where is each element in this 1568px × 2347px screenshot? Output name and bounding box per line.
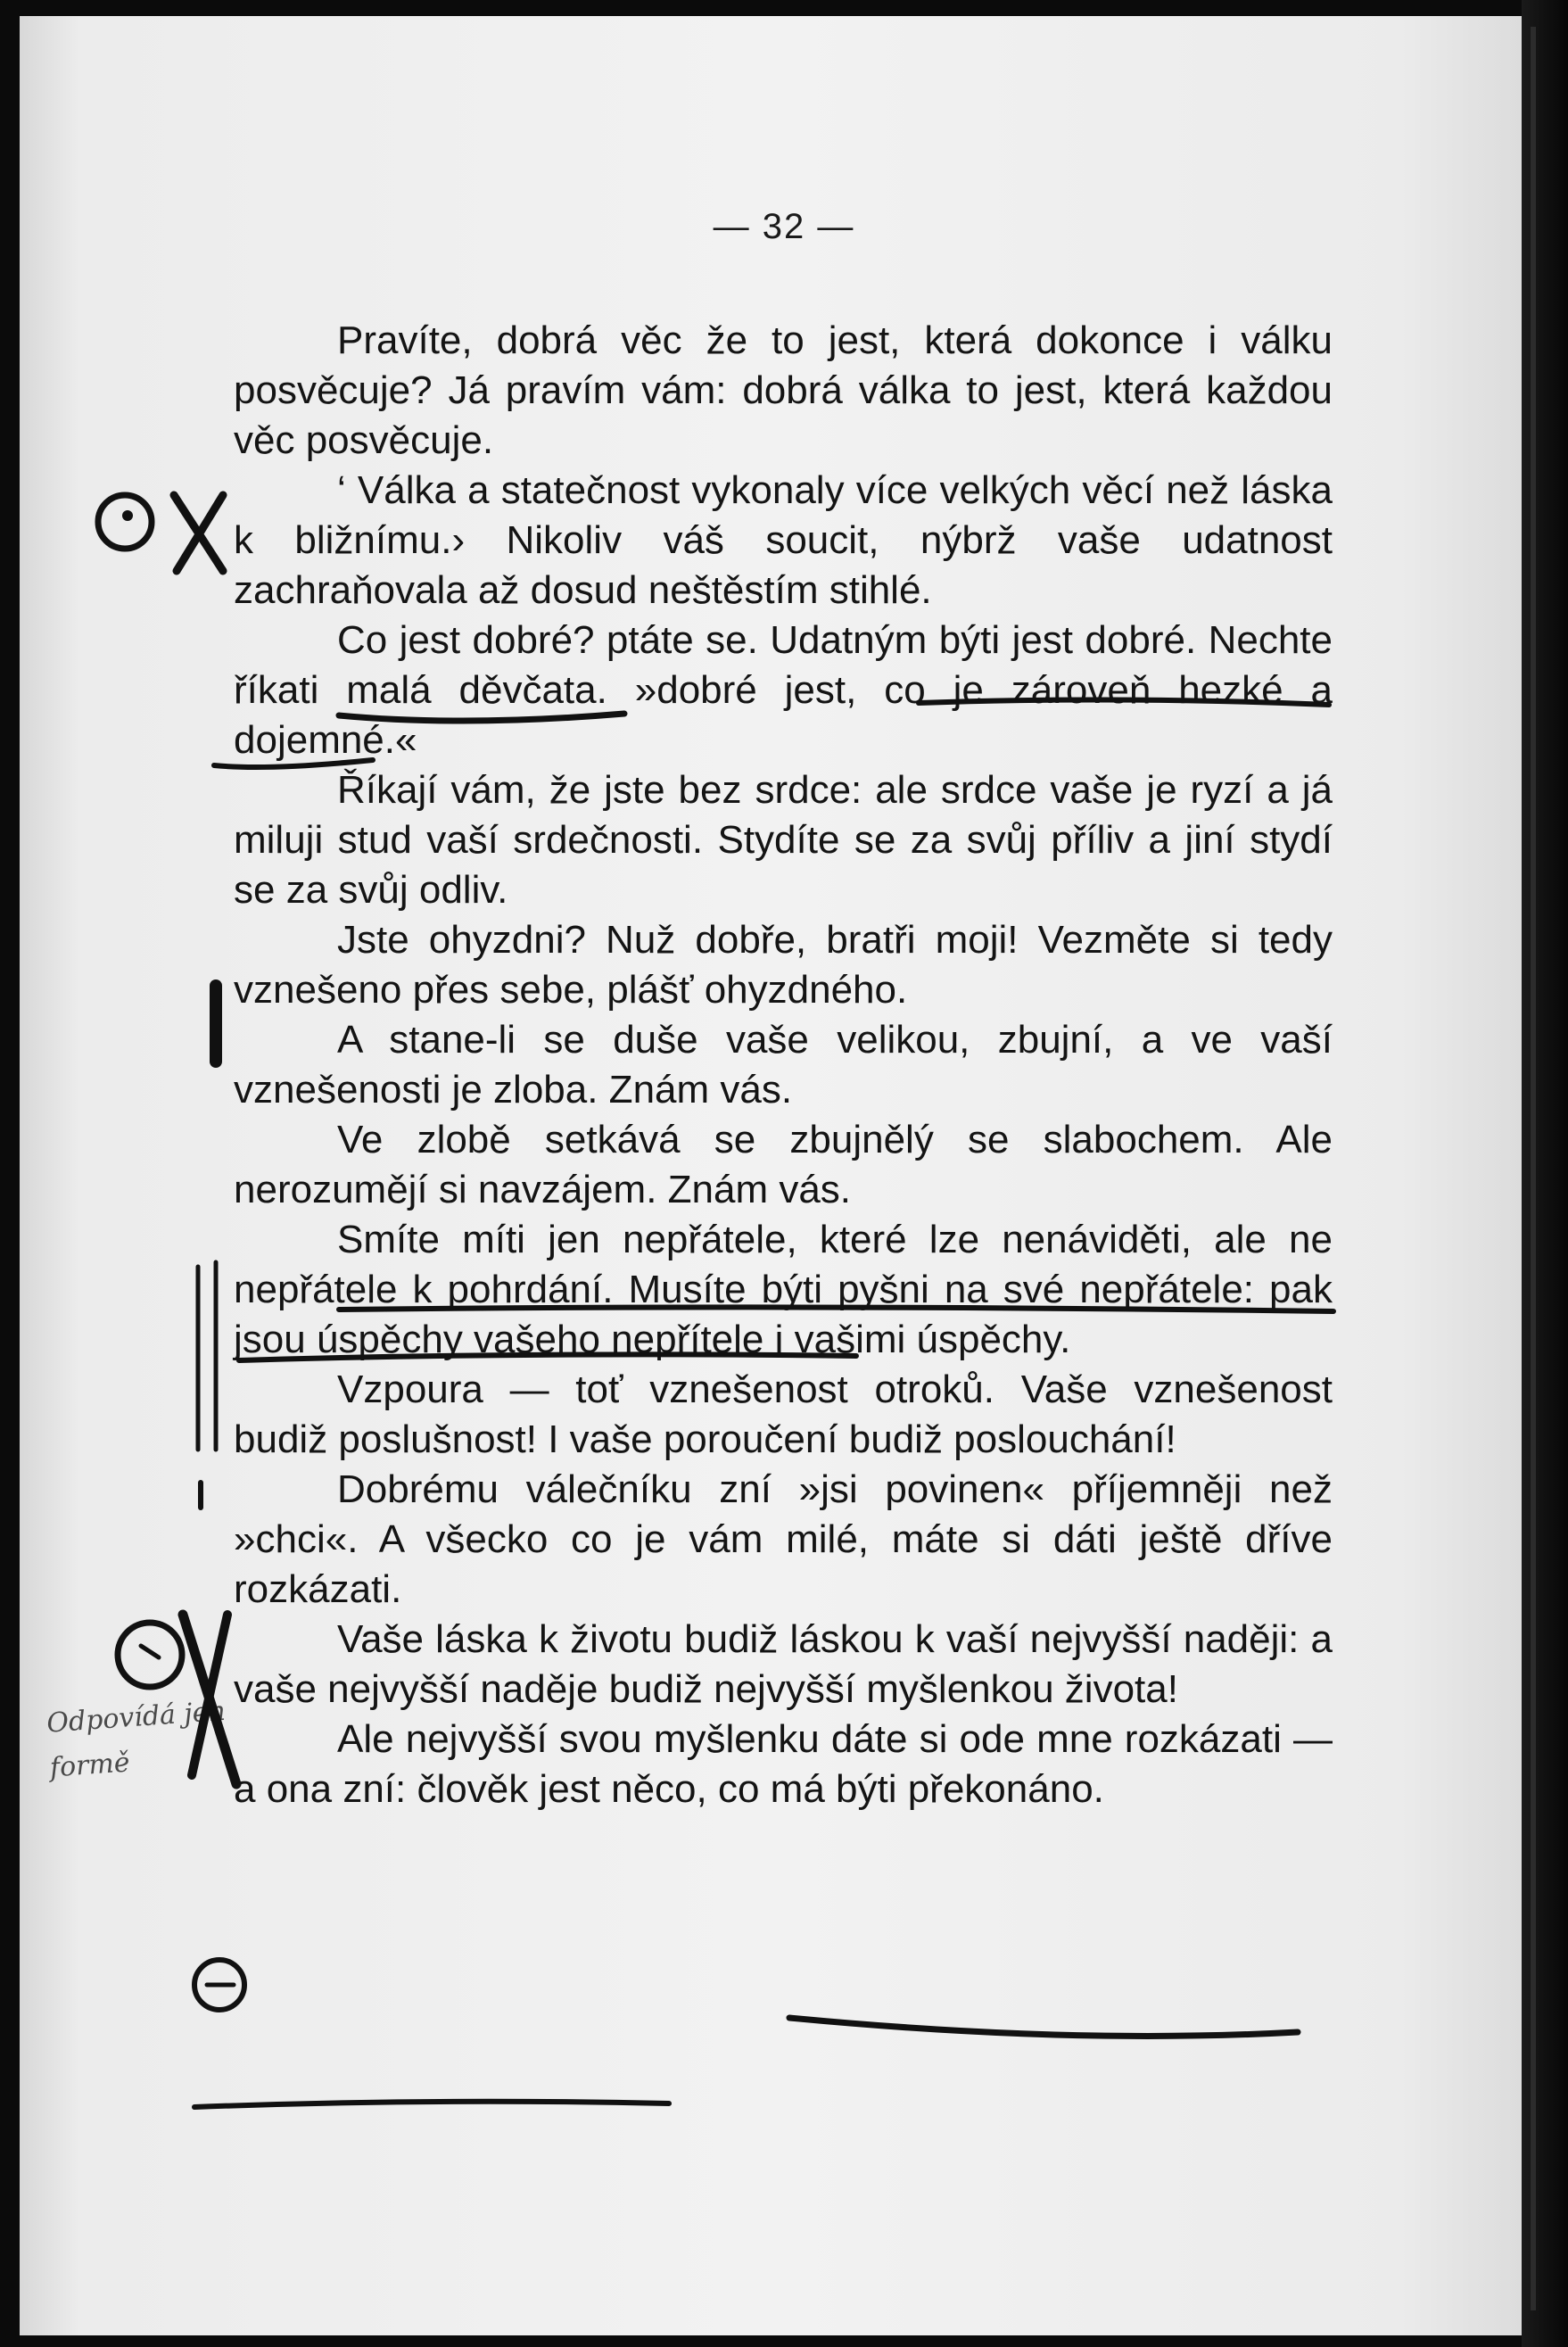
paragraph-text: Říkají vám, že jste bez srdce: ale srdce vaše je ryzí a já miluji stud vaší srdečnosti. Stydíte se za svůj příliv a jiní stydí se za svůj odliv. [234,768,1333,912]
paragraph-text: ‘ Válka a statečnost vykonaly více velkých věcí než láska k bližnímu.› Nikoliv váš soucit, nýbrž vaše udatnost zachraňovala až dosud neštěstím stihlé. [234,468,1333,612]
paragraph-text: A stane-li se duše vaše velikou, zbujní, a ve vaší vznešenosti je zloba. Znám vás. [234,1018,1333,1112]
paragraph-text: Co jest dobré? ptáte se. Udatným býti jest dobré. Nechte říkati malá děvčata. »dobré jest, co je zároveň hezké a dojemné.« [234,618,1333,762]
paragraph [234,765,1333,915]
paragraph [234,1015,1333,1115]
paragraph-text: Jste ohyzdni? Nuž dobře, bratři moji! Vezměte si tedy vznešeno přes sebe, plášť ohyzdného. [234,918,1333,1012]
paragraph-text: Ale nejvyšší svou myšlenku dáte si ode mne rozkázati — a ona zní: člověk jest něco, co má býti překonáno. [234,1717,1333,1811]
handwritten-margin-note: Odpovídá jen formě [45,1695,227,1784]
paragraph-text: Vzpoura — toť vznešenost otroků. Vaše vznešenost budiž poslušnost! I vaše poroučení budiž poslouchání! [234,1368,1333,1461]
paragraph-text: Smíte míti jen nepřátele, které lze nenáviděti, ale ne nepřátele k pohrdání. Musíte býti pyšni na své nepřátele: pak jsou úspěchy vašeho nepřítele i vašimi úspěchy. [234,1218,1333,1361]
paragraph [234,466,1333,616]
paragraph-text: Ve zlobě setkává se zbujnělý se slabochem. Ale nerozumějí si navzájem. Znám vás. [234,1118,1333,1211]
paragraph [234,915,1333,1015]
paragraph [234,1715,1333,1814]
paragraph [234,1215,1333,1365]
book-spine-shadow [1522,0,1568,2347]
paragraph [234,616,1333,765]
paragraph-text: Dobrému válečníku zní »jsi povinen« příjemněji než »chci«. A všecko co je vám milé, máte si dáti ještě dříve rozkázati. [234,1467,1333,1611]
paragraph [234,316,1333,466]
body-text [234,316,1333,1814]
paragraph [234,1465,1333,1615]
paragraph-text: Pravíte, dobrá věc že to jest, která dokonce i válku posvěcuje? Já pravím vám: dobrá válka to jest, která každou věc posvěcuje. [234,318,1333,462]
paragraph-text: Vaše láska k životu budiž láskou k vaší nejvyšší naději: a vaše nejvyšší naděje budiž nejvyšší myšlenkou života! [234,1617,1333,1711]
page-number: — 32 — [713,207,855,246]
spine-edge [1531,27,1536,2310]
paragraph [234,1115,1333,1215]
paragraph [234,1615,1333,1715]
paragraph [234,1365,1333,1465]
